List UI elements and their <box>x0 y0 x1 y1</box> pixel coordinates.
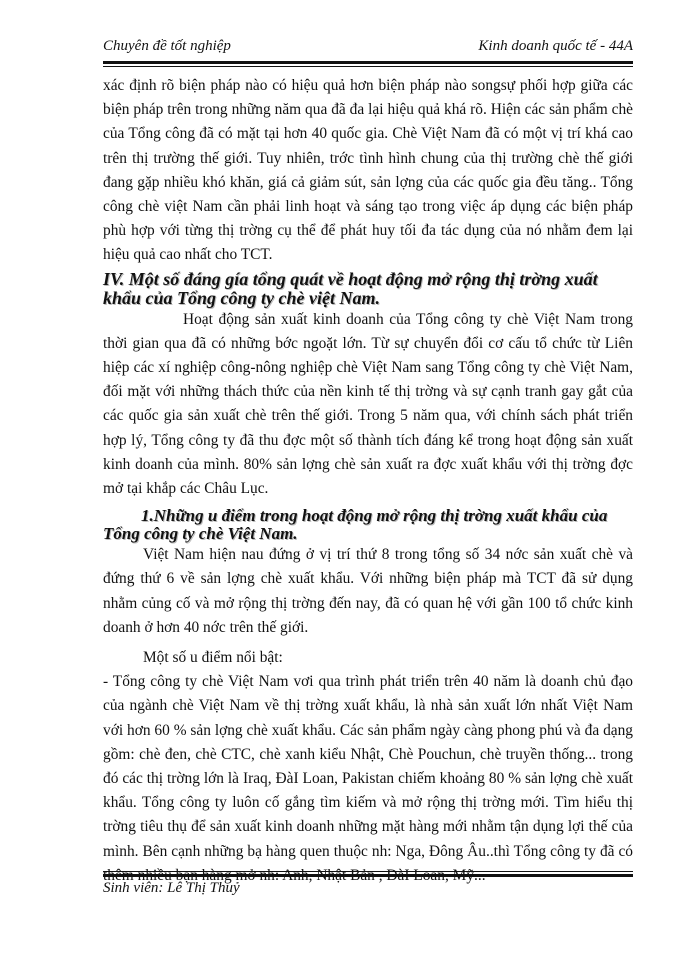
subsection-heading-1: 1.Những u điểm trong hoạt động mở rộng thị trờng xuất khẩu của Tổng công ty chè Việt Nam. <box>103 506 608 544</box>
page-footer: Sinh viên: Lê Thị Thuỷ <box>103 880 240 896</box>
header-title-right: Kinh doanh quốc tế - 44A <box>478 38 633 54</box>
page-header <box>103 34 633 60</box>
header-rule-thin <box>103 66 633 67</box>
header-rule-thick <box>103 61 633 64</box>
footer-rule-thin <box>103 871 633 872</box>
section-heading-iv: IV. Một số đáng gía tổng quát về hoạt động mở rộng thị trờng xuất khẩu của Tổng công ty chè việt Nam. <box>103 268 598 308</box>
paragraph-overview: Hoạt động sản xuất kinh doanh của Tổng công ty chè Việt Nam trong thời gian qua đã có những bớc ngoặt lớn. Từ sự chuyển đổi cơ cấu tổ chức từ Liên hiệp các xí nghiệp công-nông nghiệp chè Việt Nam sang Tổng công ty chè Việt Nam, đối mặt với những thách thức của nền kinh tế thị trờng và sự cạnh tranh gay gắt của các quốc gia sản xuất chè trên thế giới. Trong 5 năm qua, với chính sách phát triển hợp lý, Tổng công ty đã thu đợc một số thành tích đáng kể trong hoạt động sản xuất kinh doanh của mình. 80% sản lợng chè sản xuất ra đợc xuất khẩu với thị trờng đợc mở tại khắp các Châu Lục. <box>103 310 633 498</box>
header-title-left: Chuyên đề tốt nghiệp <box>103 38 231 54</box>
document-body <box>103 74 633 888</box>
paragraph-position: Việt Nam hiện nau đứng ở vị trí thứ 8 trong tổng số 34 nớc sản xuất chè và đứng thứ 6 về sản lợng chè xuất khẩu. Với những biện pháp mà TCT đã sử dụng nhằm củng cố và mở rộng thị trờng đến nay, đã có quan hệ với gần 100 tổ chức kinh doanh ở hơn 40 nớc trên thế giới. <box>103 546 633 636</box>
paragraph-highlights-label: Một số u điểm nổi bật: <box>143 649 283 667</box>
footer-rule-thick <box>103 874 633 877</box>
paragraph-highlights: - Tổng công ty chè Việt Nam vơi qua trình phát triển trên 40 năm là doanh chủ đạo của ngành chè Việt Nam về thị trờng xuất khẩu, là nhà sản xuất lớn nhất Việt Nam với hơn 60 % sản lợng chè xuất khẩu. Các sản phẩm ngày càng phong phú và đa dạng gồm: chè đen, chè CTC, chè xanh kiểu Nhật, Chè Pouchun, chè truyền thống... trong đó các thị trờng lớn là Iraq, ĐàI Loan, Pakistan chiếm khoảng 80 % sản lợng chè xuất khẩu. Tổng công ty luôn cố gắng tìm kiếm và mở rộng thị trờng mới. Tìm hiểu thị trờng tiêu thụ để sản xuất kinh doanh những mặt hàng mới nhằm tận dụng lợi thế của mình. Bên cạnh những bạ hàng quen thuộc nh: Nga, Đông Âu..thì Tổng công ty đã có <box>103 673 633 860</box>
paragraph-intro: xác định rõ biện pháp nào có hiệu quả hơn biện pháp nào songsự phối hợp giữa các biện pháp trên trong những năm qua đã đa lại hiệu quả khá rõ. Hiện các sản phẩm chè của Tổng công đã có mặt tại hơn 40 quốc gia. Chè Việt Nam đã có một vị trí khá cao trên thị trường thế giới. Tuy nhiên, trớc tình hình chung của thị trường chè thế giới đang gặp nhiều khó khăn, giá cả giảm sút, sản lợng của các quốc gia đều tăng.. Tổng công chè việt Nam cần phải linh hoạt và sáng tạo trong việc áp dụng các biện pháp phù hợp với từng thị trờng cụ thể để phát huy tối đa tác dụng của nó nhằm đem lại hiệu quả cao nhất cho TCT. <box>103 77 633 264</box>
